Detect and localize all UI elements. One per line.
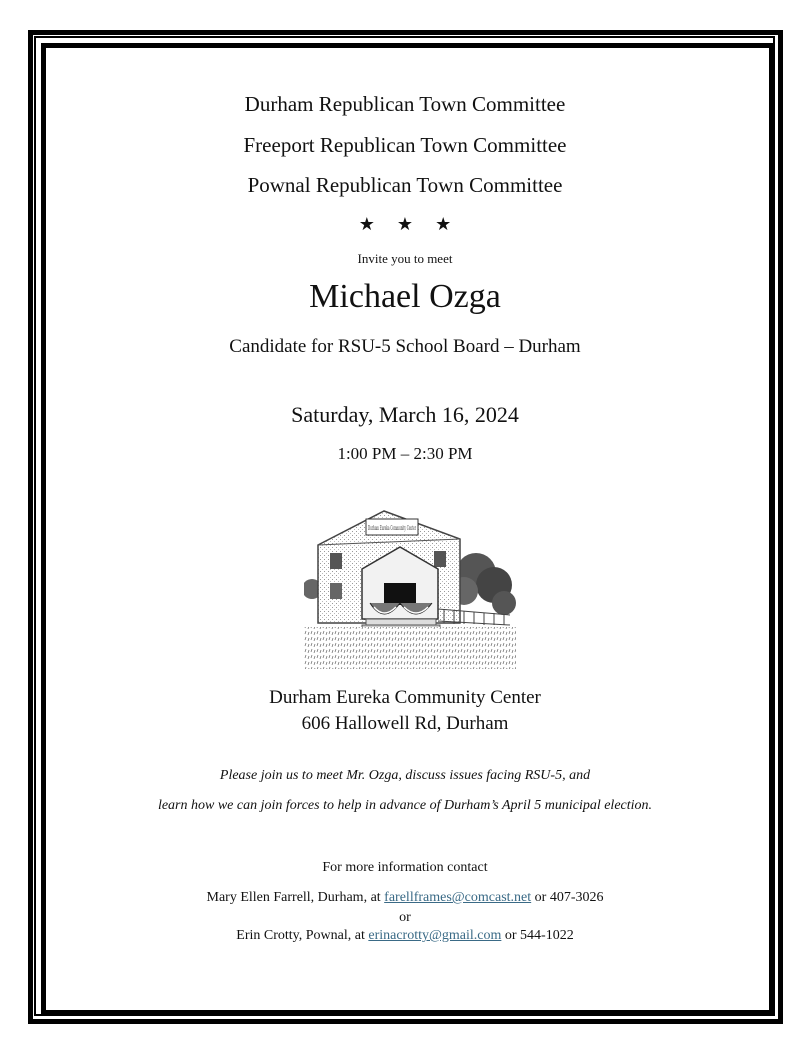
event-date: Saturday, March 16, 2024	[291, 402, 519, 427]
invite-text: Invite you to meet	[357, 251, 453, 266]
contact-2-suffix: or 544-1022	[501, 928, 574, 943]
organizer-pownal: Pownal Republican Town Committee	[247, 173, 563, 197]
venue-address: 606 Hallowell Rd, Durham	[301, 713, 509, 734]
event-time: 1:00 PM – 2:30 PM	[337, 444, 473, 463]
svg-text:Durham Eureka Community Center: Durham Eureka Community Center	[368, 525, 417, 532]
contact-heading: For more information contact	[322, 860, 488, 875]
contact-2-prefix: Erin Crotty, Pownal, at	[236, 928, 369, 943]
organizer-freeport: Freeport Republican Town Committee	[243, 133, 567, 157]
message-line-1: Please join us to meet Mr. Ozga, discuss issues facing RSU-5, and	[219, 768, 591, 783]
star-icon: ★	[435, 214, 452, 235]
candidate-name: Michael Ozga	[309, 278, 501, 315]
star-icon: ★	[396, 214, 414, 235]
venue-name: Durham Eureka Community Center	[269, 687, 541, 708]
flyer-content	[46, 48, 764, 1005]
contact-separator: or	[399, 910, 411, 925]
building-door	[384, 583, 416, 605]
star-divider	[46, 214, 764, 235]
organizer-durham: Durham Republican Town Committee	[244, 92, 566, 116]
contact-line-2	[46, 928, 764, 944]
contact-line-1	[46, 890, 764, 906]
star-icon: ★	[358, 214, 375, 235]
candidate-title: Candidate for RSU-5 School Board – Durham	[229, 336, 581, 357]
contact-1-suffix: or 407-3026	[531, 890, 604, 905]
email-link-crotty[interactable]: erinacrotty@gmail.com	[368, 928, 502, 943]
message-line-2: learn how we can join forces to help in advance of Durham’s April 5 municipal election.	[157, 798, 653, 813]
community-center-image	[304, 503, 516, 669]
email-link-farrell[interactable]: farellframes@comcast.net	[384, 890, 532, 905]
contact-1-prefix: Mary Ellen Farrell, Durham, at	[206, 890, 385, 905]
